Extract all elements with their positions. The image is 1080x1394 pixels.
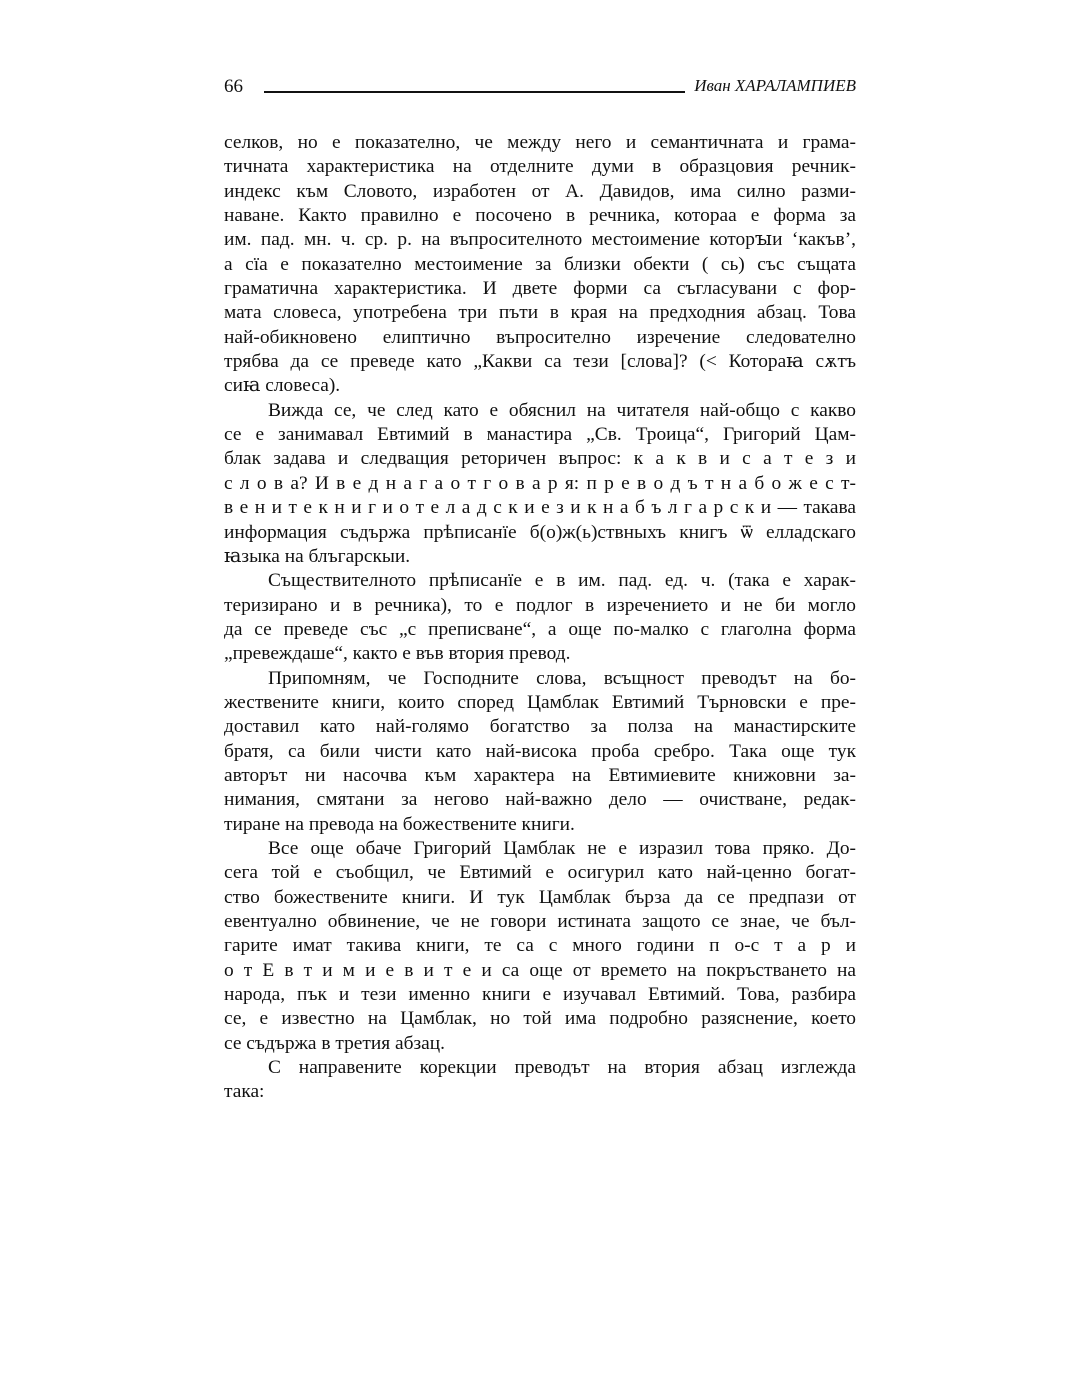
text-line: гарите имат такива книги, те са с много години п о-с т а р и: [224, 935, 856, 957]
text-line: тичната характеристика на отделните думи в образцовия речник-: [224, 156, 856, 178]
text-line: Вижда се, че след като е обяснил на читателя най-общо с какво: [268, 399, 856, 421]
text-line: „превеждаше“, както е във втория превод.: [224, 643, 571, 665]
body-text: [224, 131, 856, 1105]
text-line: сиꙗ словеса).: [224, 375, 341, 397]
text-line: най-обикновено елиптично въпросително изречение следователно: [224, 326, 856, 348]
page-number: 66: [224, 76, 243, 97]
text-line: доставил като най-голямо богатство за полза на манастирските: [224, 716, 856, 738]
text-line: народа, пък и тези именно книги е изучавал Евтимий. Това, разбира: [224, 984, 856, 1006]
text-line: им. пад. мн. ч. ср. р. на въпросителното местоимение которꙑи ‘какъв’,: [224, 229, 856, 251]
text-line: теризирано и в речника), то е подлог в изречението и не би могло: [224, 594, 856, 616]
header-rule: [264, 91, 685, 93]
text-line: блак задава и следващия реторичен въпрос: к а к в и с а т е з и: [224, 448, 856, 470]
text-line: жествените книги, които според Цамблак Евтимий Търновски е пре-: [224, 691, 856, 713]
text-line: граматична характеристика. И двете форми са съгласувани с фор-: [224, 278, 856, 300]
text-line: ꙗзыка на блъгарскыи.: [224, 545, 411, 567]
text-line: се е занимавал Евтимий в манастира „Св. Троица“, Григорий Цам-: [224, 424, 856, 446]
text-line: С направените корекции преводът на втория абзац изглежда: [268, 1057, 856, 1079]
text-line: авторът ни насочва към характера на Евтимиевите книжовни за-: [224, 764, 856, 786]
text-line: да се преведе със „с преписване“, а още по-малко с глаголна форма: [224, 618, 856, 640]
text-line: се съдържа в третия абзац.: [224, 1032, 445, 1054]
text-line: нимания, смятани за негово най-важно дело — очистване, редак-: [224, 789, 856, 811]
running-head-author: Иван ХАРАЛАМПИЕВ: [694, 76, 856, 95]
text-line: братя, са били чисти като най-висока проба сребро. Така още тук: [224, 740, 856, 762]
running-header: [224, 76, 856, 102]
text-line: Съществителното прѣписанїе е в им. пад. ед. ч. (така е харак-: [268, 570, 856, 592]
text-line: трябва да се преведе като „Какви са тези [слова]? (< Котораꙗ сѫтъ: [224, 351, 856, 373]
text-line: мата словеса, употребена три пъти в края на предходния абзац. Това: [224, 302, 856, 324]
text-line: евентуално обвинение, че не говори истината защото се знае, че бъл-: [224, 911, 856, 932]
text-line: тиране на превода на божествените книги.: [224, 813, 575, 835]
text-line: така:: [224, 1081, 265, 1103]
text-line: с л о в а? И в е д н а г а о т г о в а р я: п р е в о д ъ т н а б о ж е с т-: [224, 472, 856, 494]
text-line: се, е известно на Цамблак, но той има подробно разяснение, което: [224, 1008, 856, 1030]
text-line: информация съдържа прѣписанїе б(о)ж(ь)ствныхъ книгъ ѿ елладскаго: [224, 521, 856, 543]
text-line: индекс към Словото, изработен от А. Давидов, има силно разми-: [224, 180, 856, 202]
text-line: о т Е в т и м и е в и т е и са още от времето на покръстването на: [224, 959, 856, 981]
text-line: наване. Както правилно е посочено в речника, котораа е форма за: [224, 205, 856, 227]
text-line: в е н и т е к н и г и о т е л а д с к и е з и к н а б ъ л г а р с к и — такава: [224, 497, 856, 519]
text-line: сега той е съобщил, че Евтимий е осигурил като най-ценно богат-: [224, 862, 856, 884]
text-line: Все още обаче Григорий Цамблак не е изразил това пряко. До-: [268, 837, 856, 859]
text-line: а сїа е показателно местоимение за близки обекти ( сь) със същата: [224, 253, 856, 275]
text-line: Припомням, че Господните слова, всъщност преводът на бо-: [268, 667, 856, 689]
text-line: селков, но е показателно, че между него и семантичната и грама-: [224, 132, 856, 153]
text-line: ство божествените книги. И тук Цамблак бърза да се предпази от: [224, 886, 856, 908]
